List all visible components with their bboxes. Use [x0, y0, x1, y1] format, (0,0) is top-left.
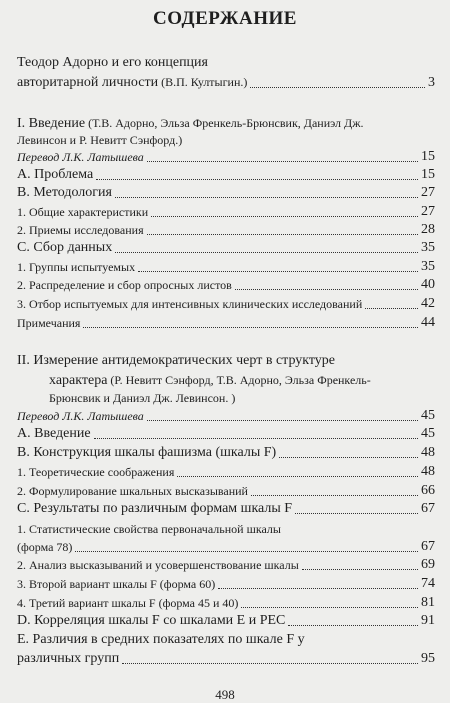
toc-entry: С. Результаты по различным формам шкалы F 67	[17, 501, 435, 516]
page-number: 95	[421, 651, 435, 666]
toc-entry: Примечания 44	[17, 315, 435, 330]
toc-entry: 1. Общие характеристики 27	[17, 204, 435, 219]
page-number: 15	[421, 149, 435, 164]
toc-entry-translator	[17, 148, 435, 166]
toc-entry: В. Конструкция шкалы фашизма (шкалы F) 48	[17, 445, 435, 460]
dot-leader	[83, 326, 418, 328]
toc-entry-intro-title	[17, 54, 435, 72]
entry-author: (В.П. Култыгин.)	[158, 75, 248, 89]
translator: Перевод Л.К. Латышева	[17, 150, 144, 164]
toc-entry: С. Сбор данных 35	[17, 240, 435, 255]
dot-leader	[365, 307, 418, 309]
part-authors: (Т.В. Адорно, Эльза Френкель-Брюнсвик, Даниэл Дж.	[85, 116, 364, 130]
page-number: 45	[421, 408, 435, 423]
page-number: 67	[421, 539, 435, 554]
dot-leader	[96, 178, 418, 180]
part-title: I. Введение	[17, 116, 86, 131]
page-number: 48	[421, 445, 435, 460]
page-number: 48	[421, 464, 435, 479]
dot-leader	[302, 568, 418, 570]
page-title: СОДЕРЖАНИЕ	[153, 8, 297, 29]
toc-entry: 2. Формулирование шкальных высказываний 66	[17, 483, 435, 498]
page-number: 15	[421, 167, 435, 182]
toc-entry: 1. Статистические свойства первоначальной шкалы	[17, 522, 281, 536]
toc-entry: 3. Второй вариант шкалы F (форма 60) 74	[17, 576, 435, 591]
entry-title: Теодор Адорно и его концепция	[17, 55, 208, 70]
toc-entry-intro	[17, 74, 435, 92]
toc-entry: 4. Третий вариант шкалы F (форма 45 и 40) 81	[17, 595, 435, 610]
part-2-heading	[17, 352, 435, 370]
dot-leader	[177, 475, 418, 477]
toc-entry: 2. Распределение и сбор опросных листов 40	[17, 277, 435, 292]
toc-entry: В. Методология 27	[17, 185, 435, 200]
toc-entry: А. Введение 45	[17, 426, 435, 441]
part-1-heading	[17, 114, 435, 132]
page-number: 81	[421, 595, 435, 610]
part-authors: (Р. Невитт Сэнфорд, Т.В. Адорно, Эльза Френкель-	[107, 373, 371, 387]
part-2-heading-cont: характера (Р. Невитт Сэнфорд, Т.В. Адорно, Эльза Френкель-	[49, 373, 371, 388]
page-number: 27	[421, 185, 435, 200]
page-number: 67	[421, 501, 435, 516]
toc-entry: 3. Отбор испытуемых для интенсивных клинических исследований 42	[17, 296, 435, 311]
toc-entry: D. Корреляция шкалы F со шкалами Е и РЕС 91	[17, 613, 435, 628]
page-number: 28	[421, 222, 435, 237]
toc-entry: различных групп 95	[17, 651, 435, 666]
toc-entry: (форма 78) 67	[17, 539, 435, 554]
page-number: 44	[421, 315, 435, 330]
page-number: 91	[421, 613, 435, 628]
toc-entry: 2. Приемы исследования 28	[17, 222, 435, 237]
dot-leader	[218, 587, 418, 589]
toc-entry: А. Проблема 15	[17, 167, 435, 182]
dot-leader	[115, 251, 418, 253]
dot-leader	[288, 624, 418, 626]
dot-leader	[147, 419, 418, 421]
part-title: II. Измерение антидемократических черт в структуре	[17, 353, 336, 368]
page-number: 35	[421, 259, 435, 274]
page-number: 66	[421, 483, 435, 498]
page-number: 3	[428, 75, 435, 90]
dot-leader	[122, 662, 418, 664]
dot-leader	[295, 512, 418, 514]
entry-title: авторитарной личности	[17, 75, 159, 90]
page-number: 42	[421, 296, 435, 311]
dot-leader	[235, 288, 418, 290]
dot-leader	[75, 550, 418, 552]
dot-leader	[94, 437, 418, 439]
dot-leader	[138, 270, 418, 272]
toc-entry: 2. Анализ высказываний и усовершенствование шкалы 69	[17, 557, 435, 572]
page-number: 27	[421, 204, 435, 219]
dot-leader	[151, 215, 418, 217]
page-number: 74	[421, 576, 435, 591]
dot-leader	[251, 494, 418, 496]
dot-leader	[241, 606, 418, 608]
toc-entry-translator	[17, 407, 435, 425]
part-2-authors-cont: Брюнсвик и Даниэл Дж. Левинсон. )	[49, 391, 236, 405]
toc-entry: 1. Группы испытуемых 35	[17, 259, 435, 274]
dot-leader	[250, 86, 425, 88]
translator: Перевод Л.К. Латышева	[17, 409, 144, 423]
page-number: 69	[421, 557, 435, 572]
part-1-authors-cont: Левинсон и Р. Невитт Сэнфорд.)	[17, 133, 183, 147]
toc-entry: 1. Теоретические соображения 48	[17, 464, 435, 479]
page-number: 45	[421, 426, 435, 441]
page-number: 35	[421, 240, 435, 255]
toc-entry: Е. Различия в средних показателях по шкале F у	[17, 632, 305, 647]
page-footer-number: 498	[215, 687, 235, 702]
dot-leader	[115, 196, 418, 198]
dot-leader	[279, 456, 418, 458]
dot-leader	[147, 160, 418, 162]
dot-leader	[147, 233, 418, 235]
page-number: 40	[421, 277, 435, 292]
